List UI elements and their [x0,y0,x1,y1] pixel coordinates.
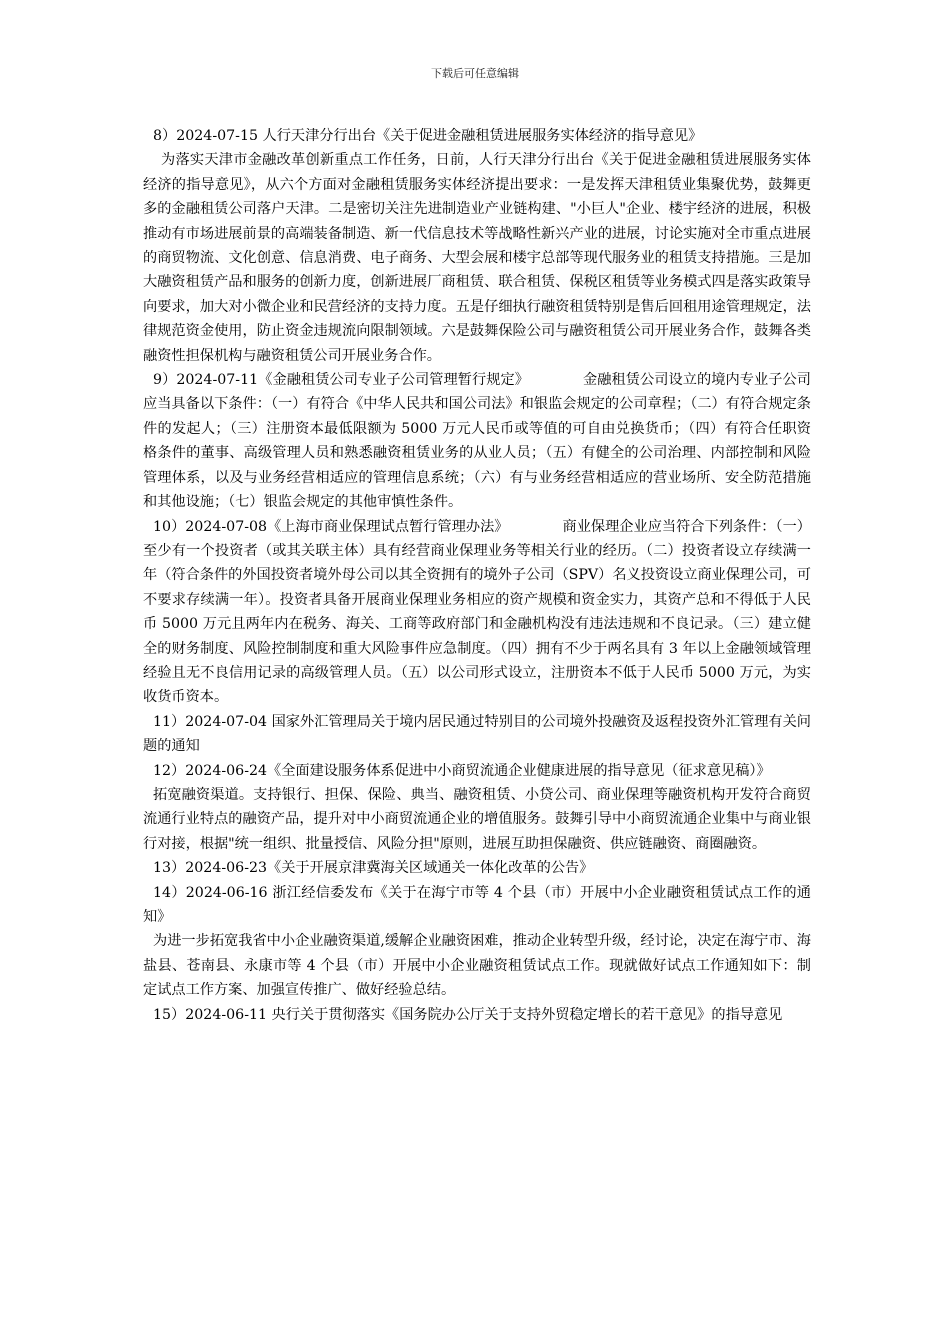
item-15-title: 15）2024-06-11 央行关于贯彻落实《国务院办公厅关于支持外贸稳定增长的若干意见》的指导意见 [153,1006,783,1023]
document-body [143,124,811,1027]
item-11-title: 11）2024-07-04 国家外汇管理局关于境内居民通过特别目的公司境外投融资及返程投资外汇管理有关问题的通知 [143,713,811,755]
item-8-title: 8）2024-07-15 人行天津分行出台《关于促进金融租赁进展服务实体经济的指导意见》 [153,128,703,144]
item-14-body: 为进一步拓宽我省中小企业融资渠道,缓解企业融资困难，推动企业转型升级，经讨论，决定在海宁市、海盐县、苍南县、永康市等 4 个县（市）开展中小企业融资租赁试点工作。现就做好试点工作通知如下：制定试点工作方案、加强宣传推广、做好经验总结。 [143,933,811,999]
item-9-body: 金融租赁公司设立的境内专业子公司应当具备以下条件：（一）有符合《中华人民共和国公司法》和银监会规定的公司章程；（二）有符合规定条件的发起人；（三）注册资本最低限额为 5000 万元人民币或等值的可自由兑换货币；（四）有符合任职资格条件的董事、高级管理人员和熟悉融资租赁业务的从业人员；（五）有健全的公司治理、内部控制和风险管理体系，以及与业务经营相适应的管理信息系统；（六）有与业务经营相适应的营业场所、安全防范措施和其他设施；（七）银监会规定的其他审慎性条件。 [143,372,811,511]
item-12-title: 12）2024-06-24《全面建设服务体系促进中小商贸流通企业健康进展的指导意见（征求意见稿）》 [153,762,771,779]
page-header-note: 下载后可任意编辑 [431,67,519,80]
item-10-title: 10）2024-07-08《上海市商业保理试点暂行管理办法》 [153,518,509,535]
item-13-title: 13）2024-06-23《关于开展京津冀海关区域通关一体化改革的公告》 [153,860,594,877]
item-9 [143,368,811,514]
item-14-title: 14）2024-06-16 浙江经信委发布《关于在海宁市等 4 个县（市）开展中小企业融资租赁试点工作的通知》 [143,884,811,925]
item-9-title: 9）2024-07-11《金融租赁公司专业子公司管理暂行规定》 [153,372,529,389]
item-8-body: 为落实天津市金融改革创新重点工作任务，日前，人行天津分行出台《关于促进金融租赁进展服务实体经济的指导意见》，从六个方面对金融租赁服务实体经济提出要求：一是发挥天津租赁业集聚优势，鼓舞更多的金融租赁公司落户天津。二是密切关注先进制造业产业链构建、"小巨人"企业、楼宇经济的进展，积极推动有市场进展前景的高端装备制造、新一代信息技术等战略性新兴产业的进展，讨论实施对全市重点进展的商贸物流、文化创意、信息消费、电子商务、大型会展和楼宇总部等现代服务业的租赁支持措施。三是加大融资租赁产品和服务的创新力度，创新进展厂商租赁、联合租赁、保税区租赁等业务模式四是落实政策导向要求，加大对小微企业和民营经济的支持力度。五是仔细执行融资租赁特别是售后回租用途管理规定，法律规范资金使用，防止资金违规流向限制领域。六是鼓舞保险公司与融资租赁公司开展业务合作，鼓舞各类融资性担保机构与融资租赁公司开展业务合作。 [143,152,811,364]
item-12-body: 拓宽融资渠道。支持银行、担保、保险、典当、融资租赁、小贷公司、商业保理等融资机构开发符合商贸流通行业特点的融资产品，提升对中小商贸流通企业的增值服务。鼓舞引导中小商贸流通企业集中与商业银行对接，根据"统一组织、批量授信、风险分担"原则，进展互助担保融资、供应链融资、商圈融资。 [143,786,811,852]
item-10-body: 商业保理企业应当符合下列条件：（一）至少有一个投资者（或其关联主体）具有经营商业保理业务等相关行业的经历。（二）投资者设立存续满一年（符合条件的外国投资者境外母公司以其全资拥有的境外子公司（SPV）名义投资设立商业保理公司，可不要求存续满一年）。投资者具备开展商业保理业务相应的资产规模和资金实力，其资产总和不得低于人民币 5000 万元且两年内在税务、海关、工商等政府部门和金融机构没有违法违规和不良记录。（三）建立健全的财务制度、风险控制制度和重大风险事件应急制度。（四）拥有不少于两名具有 3 年以上金融领域管理经验且无不良信用记录的高级管理人员。（五）以公司形式设立，注册资本不低于人民币 5000 万元，为实收货币资本。 [143,518,811,706]
item-10 [143,515,811,710]
